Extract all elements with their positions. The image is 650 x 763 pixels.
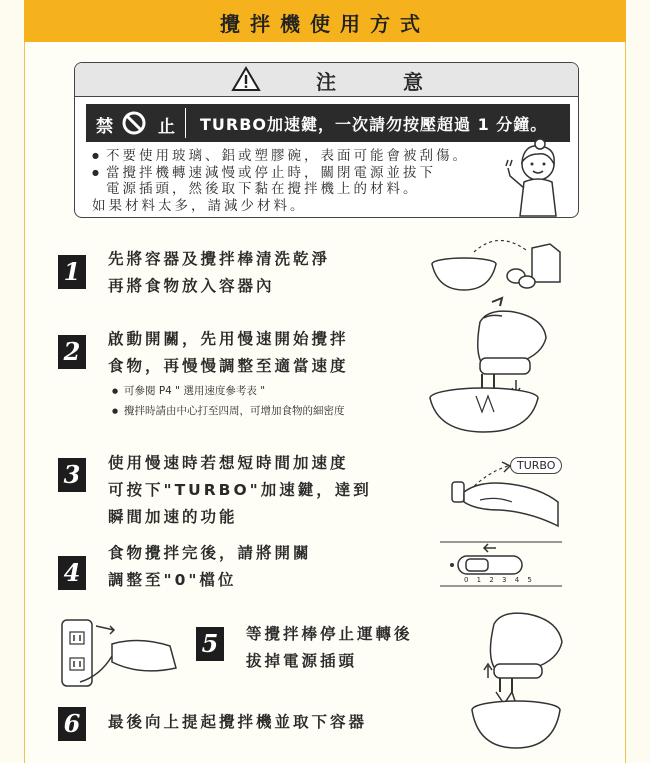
step-2-notes — [112, 381, 345, 421]
step-number-badge: 1 — [58, 255, 86, 289]
step-line: 最後向上提起攪拌機並取下容器 — [108, 713, 368, 731]
caution-note: 電源插頭，然後取下黏在攪拌機上的材料。 — [106, 181, 420, 197]
step-line: 可按下"TURBO"加速鍵，達到 — [108, 481, 372, 499]
warning-icon — [231, 66, 261, 92]
step-line: 拔掉電源插頭 — [246, 652, 358, 670]
step-2-text — [108, 326, 349, 380]
step-5-text — [246, 621, 413, 675]
step-6-text — [108, 709, 367, 736]
prohibition-bar — [86, 104, 570, 142]
caution-note: ● 不要使用玻璃、鋁或塑膠碗，表面可能會被刮傷。 — [92, 148, 522, 165]
caution-heading-b: 意 — [403, 70, 423, 94]
step-line: 先將容器及攪拌棒清洗乾淨 — [108, 250, 331, 268]
bowl-eggs-illustration — [428, 234, 568, 294]
step-line: 食物攪拌完後，請將開關 — [108, 544, 312, 562]
unplug-illustration — [60, 616, 180, 690]
caution-note: ● 當攪拌機轉速減慢或停止時，關閉電源並拔下 — [92, 165, 522, 182]
lift-mixer-illustration — [466, 608, 576, 758]
step-4-text — [108, 540, 312, 594]
ban-label-left: 禁 — [96, 117, 113, 137]
step-number-badge: 2 — [58, 335, 86, 369]
step-1-text — [108, 246, 330, 300]
step-line: 啟動開關，先用慢速開始攪拌 — [108, 330, 349, 348]
step-line: 再將食物放入容器內 — [108, 277, 275, 295]
step-number-badge: 3 — [58, 458, 86, 492]
step-line: 瞬間加速的功能 — [108, 508, 238, 526]
cartoon-girl-icon — [498, 138, 568, 218]
header-bar — [24, 0, 626, 42]
prohibited-icon — [122, 111, 146, 135]
page-title: 攪拌機使用方式 — [220, 12, 430, 36]
caution-notes — [92, 148, 522, 214]
caution-header — [75, 63, 578, 97]
ban-label-right: 止 — [158, 117, 175, 137]
step-line: 使用慢速時若想短時間加速度 — [108, 454, 349, 472]
step-number-badge: 6 — [58, 707, 86, 741]
step-line: 食物，再慢慢調整至適當速度 — [108, 357, 349, 375]
caution-note: 如果材料太多，請減少材料。 — [92, 197, 307, 214]
step-number-badge: 5 — [196, 627, 224, 661]
ban-message: TURBO加速鍵，一次請勿按壓超過 1 分鐘。 — [200, 115, 548, 134]
step-number-badge: 4 — [58, 556, 86, 590]
mixer-in-bowl-illustration — [424, 296, 554, 436]
turbo-press-illustration — [440, 452, 560, 532]
caution-heading-a: 注 — [316, 70, 336, 94]
turbo-button-label: TURBO — [510, 457, 562, 474]
step-note: ● 可參閱 P4 " 選用速度參考表 " — [112, 381, 345, 401]
step-line: 調整至"0"檔位 — [108, 571, 237, 589]
step-note: ● 攪拌時請由中心打至四周，可增加食物的細密度 — [112, 401, 345, 421]
ban-divider — [185, 108, 186, 138]
step-line: 等攪拌棒停止運轉後 — [246, 625, 413, 643]
speed-dial-scale: 0 1 2 3 4 5 — [464, 576, 535, 584]
step-3-text — [108, 450, 372, 531]
